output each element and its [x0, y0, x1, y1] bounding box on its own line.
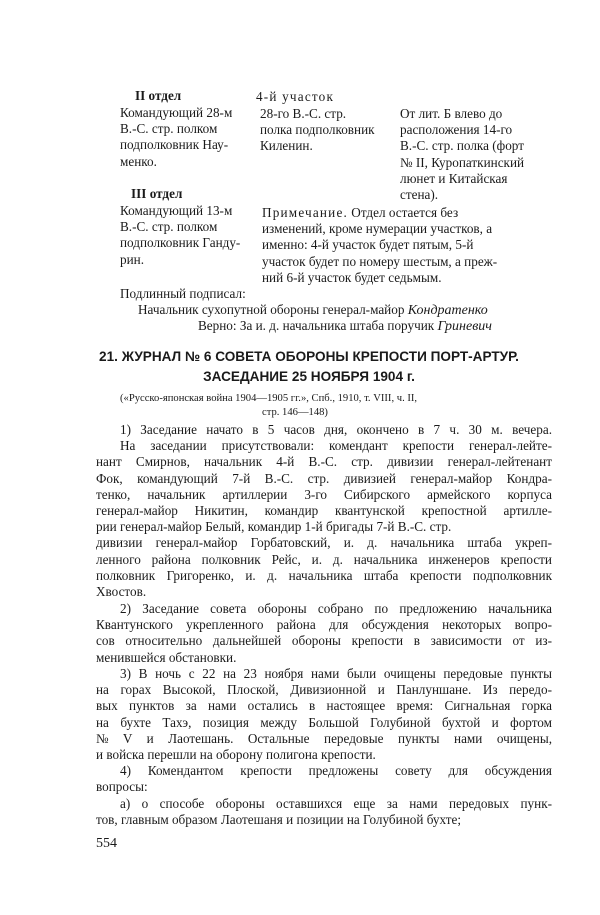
- otdel-2-line-2: В.-С. стр. полком: [120, 121, 218, 137]
- paragraph-4-line-2: вопросы:: [96, 779, 148, 795]
- paragraph-4-line-1: 4) Комендантом крепости предложены совету для обсуждения: [120, 763, 552, 778]
- note-label: Примечание.: [262, 205, 348, 220]
- boundary-line-5: люнет и Китайская: [400, 170, 508, 186]
- otdel-2-commander: [120, 105, 244, 170]
- paragraph-3-line-5: № V и Лаотешань. Остальные передовые пункты нами очищены,: [96, 730, 552, 746]
- document-title-line-2: ЗАСЕДАНИЕ 25 НОЯБРЯ 1904 г.: [203, 369, 415, 384]
- boundary-line-3: В.-С. стр. полка (форт: [400, 138, 524, 154]
- section-heading-otdel-3: III отдел: [131, 186, 183, 201]
- boundary-line-2: расположения 14-го: [400, 122, 513, 138]
- paragraph-3-line-3: вых пунктов за нами остались в настоящее время: Сигнальная горка: [96, 698, 552, 714]
- paragraph-3: [96, 666, 552, 763]
- note-first-text: Отдел остается без: [348, 205, 459, 220]
- signature-line-commander: [138, 302, 488, 319]
- boundary-description: [400, 106, 550, 203]
- otdel-2-line-4: менко.: [120, 153, 157, 169]
- source-citation-line-2: стр. 146—148): [262, 407, 328, 418]
- paragraph-2: [96, 601, 552, 666]
- paragraph-4: [96, 763, 552, 795]
- section-heading-otdel-2: II отдел: [135, 88, 182, 103]
- otdel-3-line-1: Командующий 13-м: [120, 203, 233, 218]
- otdel-2-line-3: подполковник Нау-: [120, 137, 229, 153]
- paragraph-1-line-8: дивизии генерал-майор Горбатовский, и. д. начальника штаба укреп-: [96, 535, 552, 551]
- otdel-3-line-2: В.-С. стр. полком: [120, 219, 218, 235]
- paragraph-2-line-4: менившейся обстановки.: [96, 649, 237, 665]
- paragraph-5-line-2: тов, главным образом Лаотешаня и позиции на Голубиной бухте;: [96, 812, 462, 828]
- note-line-5: ний 6-й участок будет седьмым.: [262, 269, 442, 285]
- paragraph-1-line-9: ленного района полковник Рейс, и. д. начальника инженеров крепости: [96, 551, 552, 567]
- note-block: [262, 205, 552, 286]
- note-line-4: участок будет по номеру шестым, а преж-: [262, 253, 498, 269]
- paragraph-5-line-1: а) о способе обороны оставшихся еще за нами передовых пунк-: [120, 796, 552, 811]
- paragraph-1-line-1: 1) Заседание начато в 5 часов дня, окончено в 7 ч. 30 м. вечера.: [120, 422, 552, 437]
- otdel-3-commander: [120, 203, 246, 268]
- paragraph-1-line-4: Фок, командующий 7-й В.-С. стр. дивизией генерал-майор Кондра-: [96, 470, 552, 486]
- paragraph-2-line-2: Квантунского укрепленного района для обсуждения некоторых вопро-: [96, 617, 552, 633]
- signature-commander-name: Кондратенко: [407, 303, 488, 318]
- paragraph-3-line-4: на бухте Тахэ, позиция между Большой Голубиной бухтой и фортом: [96, 714, 552, 730]
- otdel-2-line-1: Командующий 28-м: [120, 105, 233, 120]
- uchastok-4-line-1: 28-го В.-С. стр.: [260, 106, 347, 121]
- note-line-2: изменений, кроме нумерации участков, а: [262, 221, 493, 237]
- paragraph-3-line-6: и войска перешли на оборону полигона крепости.: [96, 747, 376, 763]
- paragraph-3-line-1: 3) В ночь с 22 на 23 ноября нами были очищены передовые пункты: [120, 666, 552, 681]
- uchastok-4-line-3: Киленин.: [260, 138, 313, 154]
- note-line-3: именно: 4-й участок будет пятым, 5-й: [262, 237, 474, 253]
- signature-line-verified: [198, 318, 492, 335]
- otdel-3-line-3: подполковник Ганду-: [120, 235, 241, 251]
- note-line-1: [262, 205, 552, 221]
- paragraph-1-line-2: На заседании присутствовали: комендант крепости генерал-лейте-: [120, 438, 552, 454]
- paragraph-1-line-5: тенко, начальник артиллерии 3-го Сибирского армейского корпуса: [96, 486, 552, 502]
- boundary-line-4: № II, Куропаткинский: [400, 154, 525, 170]
- paragraph-1-line-11: Хвостов.: [96, 584, 147, 600]
- document-title-line-1: 21. ЖУРНАЛ № 6 СОВЕТА ОБОРОНЫ КРЕПОСТИ ПОРТ-АРТУР.: [99, 349, 519, 364]
- boundary-line-6: стена).: [400, 187, 439, 203]
- signature-verified-name: Гриневич: [437, 319, 492, 334]
- section-heading-uchastok-4: 4-й участок: [256, 89, 335, 104]
- signature-commander-title: Начальник сухопутной обороны генерал-майор: [138, 302, 405, 317]
- signature-intro: Подлинный подписал:: [120, 286, 246, 301]
- uchastok-4-commander: [260, 106, 388, 155]
- paragraph-1-line-3: нант Смирнов, начальник 4-й В.-С. стр. дивизии генерал-лейтенант: [96, 454, 552, 470]
- uchastok-4-line-2: полка подполковник: [260, 122, 375, 138]
- signature-verified-title: Верно: За и. д. начальника штаба поручик: [198, 318, 435, 333]
- otdel-3-line-4: рин.: [120, 251, 145, 267]
- boundary-line-1: От лит. Б влево до: [400, 106, 503, 121]
- paragraph-1-line-7: рии генерал-майор Белый, командир 1-й бригады 7-й В.-С. стр.: [96, 519, 452, 535]
- paragraph-2-line-3: сов относительно дальнейшей обороны крепости в зависимости от из-: [96, 633, 552, 649]
- paragraph-1-line-6: генерал-майор Никитин, командир квантунской крепостной артилле-: [96, 503, 552, 519]
- source-citation-line-1: («Русско-японская война 1904—1905 гг.», Спб., 1910, т. VIII, ч. II,: [120, 393, 418, 404]
- paragraph-1-line-10: полковник Григоренко, и. д. начальника штаба крепости подполковник: [96, 567, 552, 583]
- paragraph-5: [96, 796, 552, 828]
- paragraph-1: [96, 422, 552, 600]
- paragraph-3-line-2: на горах Высокой, Плоской, Дивизионной и Панлуншане. Из передо-: [96, 682, 552, 698]
- paragraph-2-line-1: 2) Заседание совета обороны собрано по предложению начальника: [120, 601, 552, 616]
- page-number: 554: [96, 836, 117, 851]
